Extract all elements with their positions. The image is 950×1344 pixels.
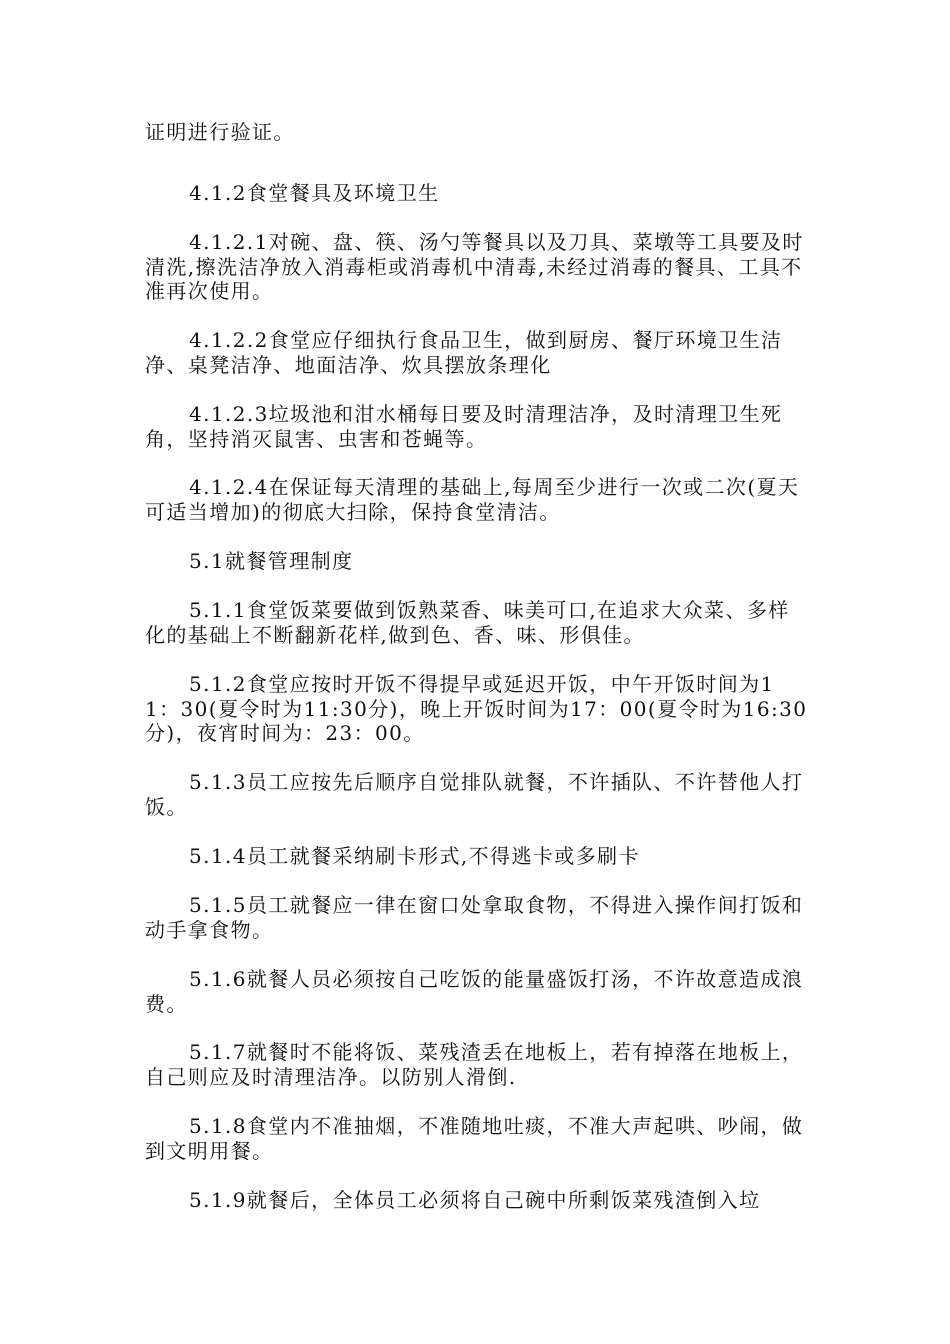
section-heading-4-1-2: 4.1.2食堂餐具及环境卫生 bbox=[189, 181, 440, 205]
paragraph-5-1-8: 5.1.8食堂内不准抽烟，不准随地吐痰，不准大声起哄、吵闹，做到文明用餐。 bbox=[145, 1114, 804, 1163]
paragraph-5-1-4: 5.1.4员工就餐采纳刷卡形式,不得逃卡或多刷卡 bbox=[189, 844, 640, 868]
paragraph-5-1-5: 5.1.5员工就餐应一律在窗口处拿取食物，不得进入操作间打饭和动手拿食物。 bbox=[145, 893, 804, 942]
paragraph-5-1-7: 5.1.7就餐时不能将饭、菜残渣丢在地板上，若有掉落在地板上，自己则应及时清理洁净。以防别人滑倒. bbox=[145, 1040, 804, 1089]
paragraph-5-1-6: 5.1.6就餐人员必须按自己吃饭的能量盛饭打汤，不许故意造成浪费。 bbox=[145, 967, 804, 1016]
paragraph-4-1-2-2: 4.1.2.2食堂应仔细执行食品卫生，做到厨房、餐厅环境卫生洁净、桌凳洁净、地面洁净、炊具摆放条理化 bbox=[145, 328, 783, 377]
paragraph-4-1-2-1: 4.1.2.1对碗、盘、筷、汤勺等餐具以及刀具、菜墩等工具要及时清洗,擦洗洁净放入消毒柜或消毒机中清毒,未经过消毒的餐具、工具不准再次使用。 bbox=[145, 230, 804, 303]
paragraph-4-1-2-4: 4.1.2.4在保证每天清理的基础上,每周至少进行一次或二次(夏天可适当增加)的彻底大扫除，保持食堂清洁。 bbox=[145, 475, 800, 524]
paragraph-5-1-1: 5.1.1食堂饭菜要做到饭熟菜香、味美可口,在追求大众菜、多样化的基础上不断翻新花样,做到色、香、味、形俱佳。 bbox=[145, 598, 790, 647]
section-heading-5-1: 5.1就餐管理制度 bbox=[189, 549, 354, 573]
paragraph-continuation: 证明进行验证。 bbox=[145, 120, 295, 144]
paragraph-5-1-3: 5.1.3员工应按先后顺序自觉排队就餐，不许插队、不许替他人打饭。 bbox=[145, 770, 804, 819]
paragraph-4-1-2-3: 4.1.2.3垃圾池和泔水桶每日要及时清理洁净，及时清理卫生死角，坚持消灭鼠害、虫害和苍蝇等。 bbox=[145, 402, 783, 451]
paragraph-5-1-2: 5.1.2食堂应按时开饭不得提早或延迟开饭，中午开饭时间为11：30(夏令时为11:30分)，晚上开饭时间为17：00(夏令时为16:30分)，夜宵时间为：23：00。 bbox=[145, 672, 808, 745]
paragraph-5-1-9: 5.1.9就餐后，全体员工必须将自己碗中所剩饭菜残渣倒入垃 bbox=[189, 1188, 761, 1212]
